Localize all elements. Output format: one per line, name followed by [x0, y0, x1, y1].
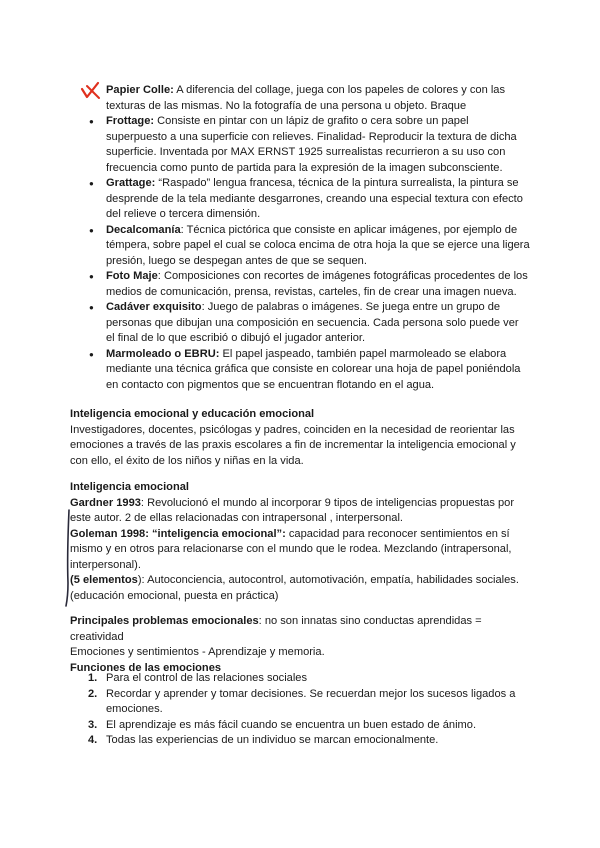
list-item: ● Grattage: “Raspado” lengua francesa, técnica de la pintura surrealista, la pintura se desprende de la tela mediante desgarrones, creando una especial textura con efecto del relieve o tercera dimensión.	[106, 176, 530, 223]
section-emotional-intelligence	[70, 480, 525, 604]
elements-paragraph: (5 elementos): Autoconciencia, autocontrol, automotivación, empatía, habilidades sociales. (educación emocional, puesta en práctica)	[70, 574, 519, 602]
section-emotional-education	[70, 407, 520, 469]
emotions-line: Emociones y sentimientos - Aprendizaje y memoria.	[70, 646, 325, 658]
list-item: ● Cadáver exquisito: Juego de palabras o imágenes. Se juega entre un grupo de personas que dibujan una composición en secuencia. Cada persona solo puede ver el final de lo que escribió o dibujó el jugador anterior.	[106, 300, 530, 347]
list-item: Papier Colle: A diferencia del collage, juega con los papeles de colores y con las texturas de las mismas. No la fotografía de una persona u objeto. Braque	[106, 84, 506, 112]
section-emotional-problems	[70, 614, 525, 676]
goleman-paragraph: Goleman 1998: “inteligencia emocional”: capacidad para reconocer sentimientos en sí mismo y en otros para relacionarse con el mundo que le rodea. Mezclando (intrapersonal, interpersonal).	[70, 527, 512, 571]
section-body: Investigadores, docentes, psicólogas y padres, coinciden en la necesidad de reorientar las emociones a través de las praxis escolares a fin de incrementar la inteligencia emocional y con ello, el éxito de los niños y niñas en la vida.	[70, 423, 516, 467]
problems-paragraph: Principales problemas emocionales: no son innatas sino conductas aprendidas = creatividad	[70, 615, 482, 643]
section-title: Inteligencia emocional y educación emocional	[70, 408, 315, 420]
functions-list	[88, 671, 528, 749]
margin-line-annotation	[62, 508, 74, 608]
list-item: 1. Para el control de las relaciones sociales	[88, 672, 308, 684]
list-item: 3. El aprendizaje es más fácil cuando se encuentra un buen estado de ánimo.	[88, 718, 477, 731]
gardner-paragraph: Gardner 1993: Revolucionó el mundo al incorporar 9 tipos de inteligencias propuestas por este autor. 2 de ellas relacionadas con intrapersonal , interpersonal.	[70, 496, 515, 524]
list-item: ● Decalcomanía: Técnica pictórica que consiste en aplicar imágenes, por ejemplo de témpera, sobre papel el cual se coloca encima de otra hoja la que se ejerce una ligera presión, luego se despegan antes de que se sequen.	[106, 223, 530, 270]
functions-title: Funciones de las emociones	[70, 661, 222, 674]
list-item: 4. Todas las experiencias de un individuo se marcan emocionalmente.	[88, 734, 439, 746]
section-title: Inteligencia emocional	[70, 481, 189, 493]
techniques-list	[90, 83, 530, 393]
list-item: ● Foto Maje: Composiciones con recortes de imágenes fotográficas procedentes de los medios de comunicación, prensa, revistas, carteles, fin de crear una imagen nueva.	[106, 269, 530, 300]
list-item: ● Frottage: Consiste en pintar con un lápiz de grafito o cera sobre un papel superpuesto a una superficie con relieves. Finalidad- Reproducir la textura de dicha superficie. Inventada por MAX ERNST 1925 surrealistas recurrieron a su uso con frecuencia como punto de partida para la expresión de la imagen subconsciente.	[106, 114, 530, 176]
list-item: ● Marmoleado o EBRU: El papel jaspeado, también papel marmoleado se elabora mediante una técnica gráfica que consiste en colorear una hoja de papel poniéndola en contacto con pigmentos que se encuentran flotando en el agua.	[106, 347, 530, 394]
list-item: 2. Recordar y aprender y tomar decisiones. Se recuerdan mejor los sucesos ligados a emociones.	[88, 687, 516, 715]
